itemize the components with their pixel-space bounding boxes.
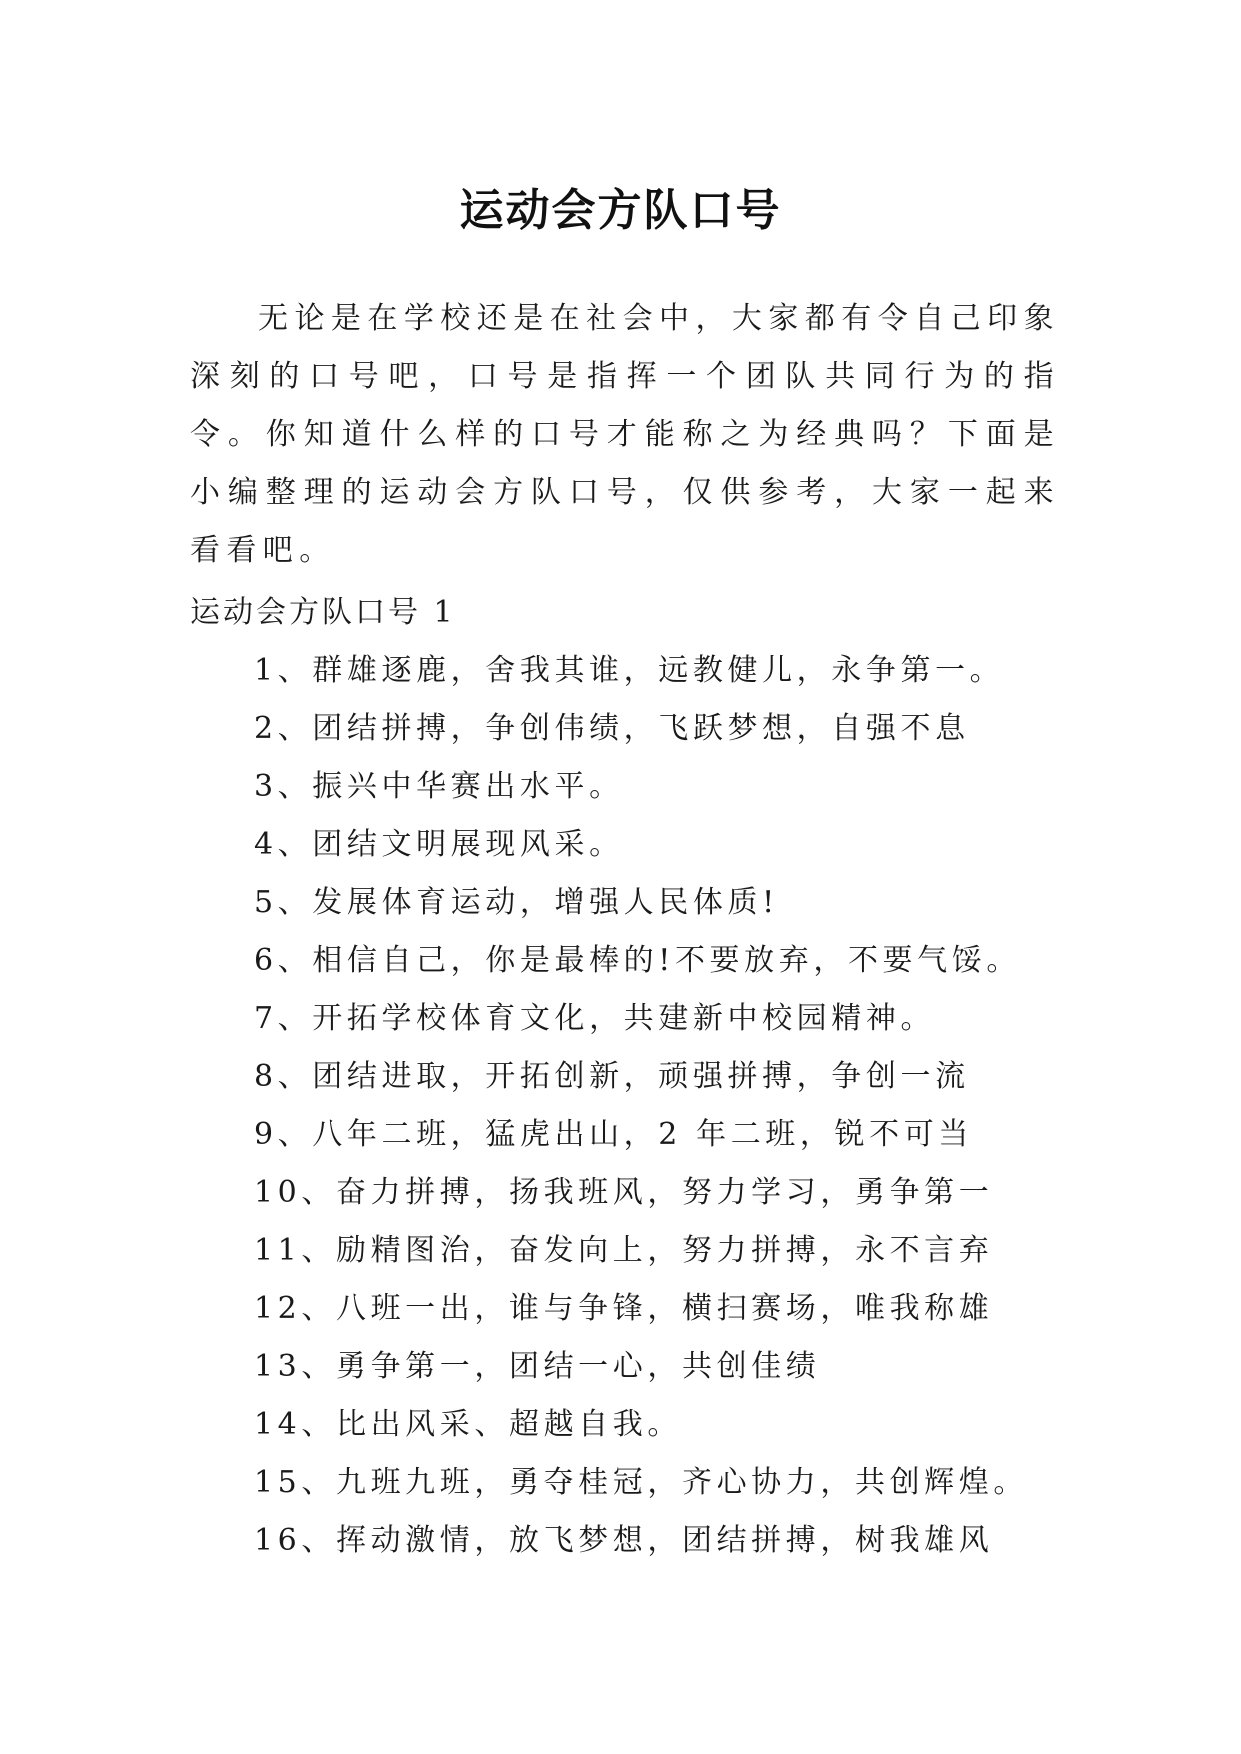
slogan-item: 6、相信自己，你是最棒的!不要放弃，不要气馁。 (254, 943, 1021, 978)
slogan-item: 10、奋力拼搏，扬我班风，努力学习，勇争第一 (254, 1175, 994, 1210)
slogan-item: 3、振兴中华赛出水平。 (254, 769, 624, 804)
slogan-item: 8、团结进取，开拓创新，顽强拼搏，争创一流 (254, 1059, 970, 1094)
slogan-item: 16、挥动激情，放飞梦想，团结拼搏，树我雄风 (254, 1523, 994, 1558)
slogan-item: 1、群雄逐鹿，舍我其谁，远教健儿，永争第一。 (254, 653, 1005, 688)
slogan-item: 4、团结文明展现风采。 (254, 827, 624, 862)
slogan-item: 9、八年二班，猛虎出山，2 年二班，锐不可当 (254, 1117, 973, 1152)
slogan-item: 12、八班一出，谁与争锋，横扫赛场，唯我称雄 (254, 1291, 994, 1326)
intro-paragraph: 无论是在学校还是在社会中，大家都有令自己印象深刻的口号吧，口号是指挥一个团队共同行为的指令。你知道什么样的口号才能称之为经典吗？下面是小编整理的运动会方队口号，仅供参考，大家一起来看看吧。 (190, 301, 1060, 568)
slogan-item: 15、九班九班，勇夺桂冠，齐心协力，共创辉煌。 (254, 1465, 1028, 1500)
slogan-item: 2、团结拼搏，争创伟绩，飞跃梦想，自强不息 (254, 711, 970, 746)
slogan-item: 13、勇争第一，团结一心，共创佳绩 (254, 1349, 821, 1384)
slogan-item: 5、发展体育运动，增强人民体质! (254, 885, 779, 920)
slogan-item: 14、比出风采、超越自我。 (254, 1407, 682, 1442)
slogan-list (254, 642, 1028, 1570)
slogan-item: 11、励精图治，奋发向上，努力拼搏，永不言弃 (254, 1233, 994, 1268)
section-heading: 运动会方队口号 1 (190, 595, 456, 630)
document-title: 运动会方队口号 (459, 185, 782, 237)
slogan-item: 7、开拓学校体育文化，共建新中校园精神。 (254, 1001, 936, 1036)
